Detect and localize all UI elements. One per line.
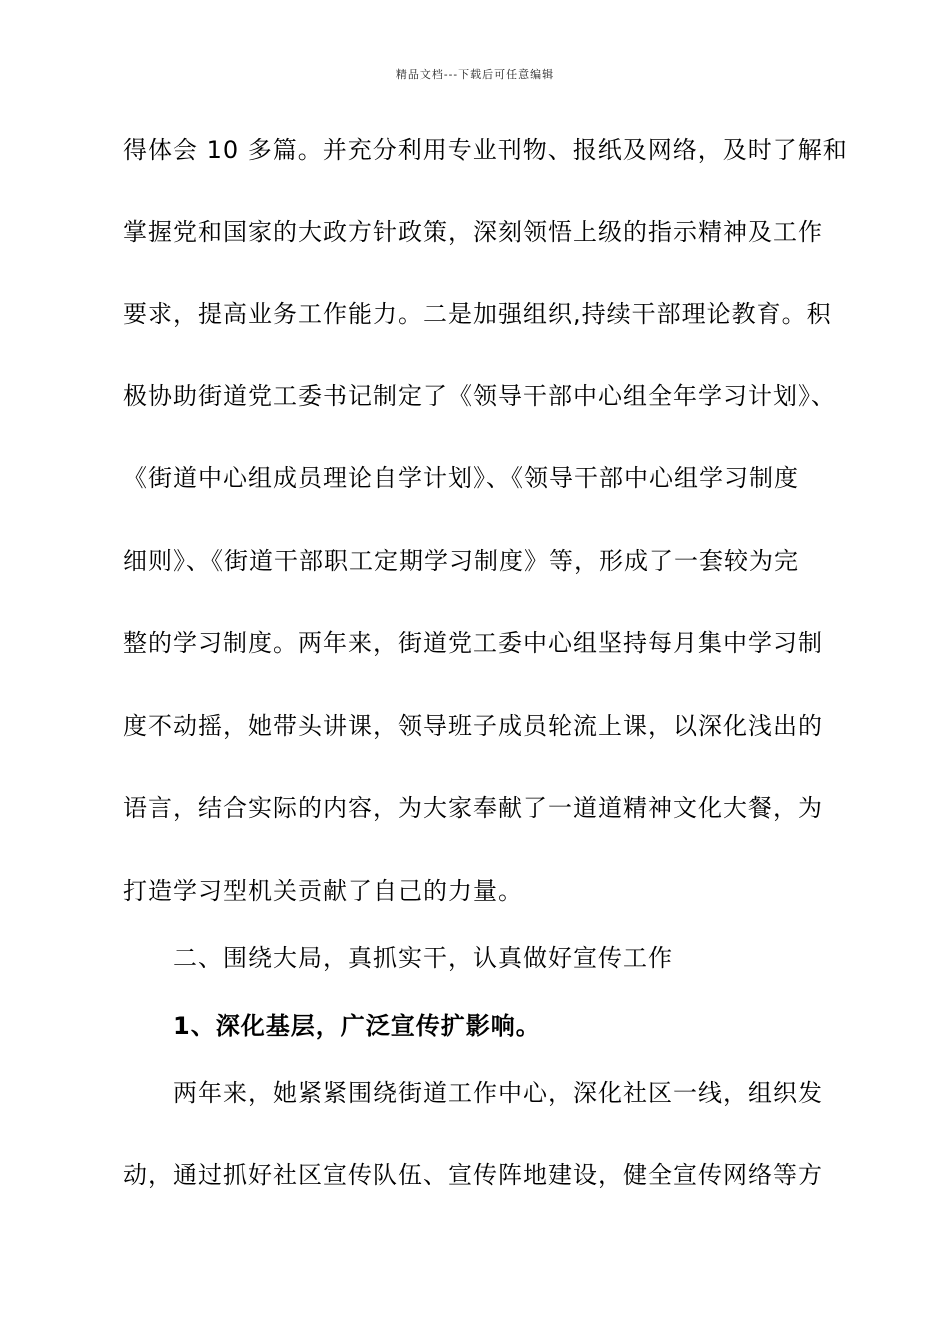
body-line: 《街道中心组成员理论自学计划》、《领导干部中心组学习制度	[123, 464, 799, 492]
subsection-heading: 1、深化基层，广泛宣传扩影响。	[173, 1012, 541, 1040]
body-line: 掌握党和国家的大政方针政策，深刻领悟上级的指示精神及工作	[123, 218, 823, 246]
page-header: 精品文档---下载后可任意编辑	[395, 68, 555, 81]
body-line: 度不动摇，她带头讲课，领导班子成员轮流上课，以深化浅出的	[123, 712, 823, 740]
body-line: 要求，提高业务工作能力。二是加强组织,持续干部理论教育。积	[123, 300, 832, 328]
section-heading: 二、围绕大局，真抓实干，认真做好宣传工作	[173, 944, 673, 972]
body-line: 极协助街道党工委书记制定了《领导干部中心组全年学习计划》、	[123, 382, 836, 410]
body-line: 细则》、《街道干部职工定期学习制度》等，形成了一套较为完	[123, 547, 799, 575]
body-line: 语言，结合实际的内容，为大家奉献了一道道精神文化大餐，为	[123, 794, 823, 822]
body-line: 得体会 10 多篇。并充分利用专业刊物、报纸及网络，及时了解和	[123, 136, 848, 164]
body-line: 动，通过抓好社区宣传队伍、宣传阵地建设，健全宣传网络等方	[123, 1161, 823, 1189]
body-line: 两年来，她紧紧围绕街道工作中心，深化社区一线，组织发	[173, 1079, 823, 1107]
body-line: 打造学习型机关贡献了自己的力量。	[123, 877, 523, 905]
body-line: 整的学习制度。两年来，街道党工委中心组坚持每月集中学习制	[123, 629, 823, 657]
